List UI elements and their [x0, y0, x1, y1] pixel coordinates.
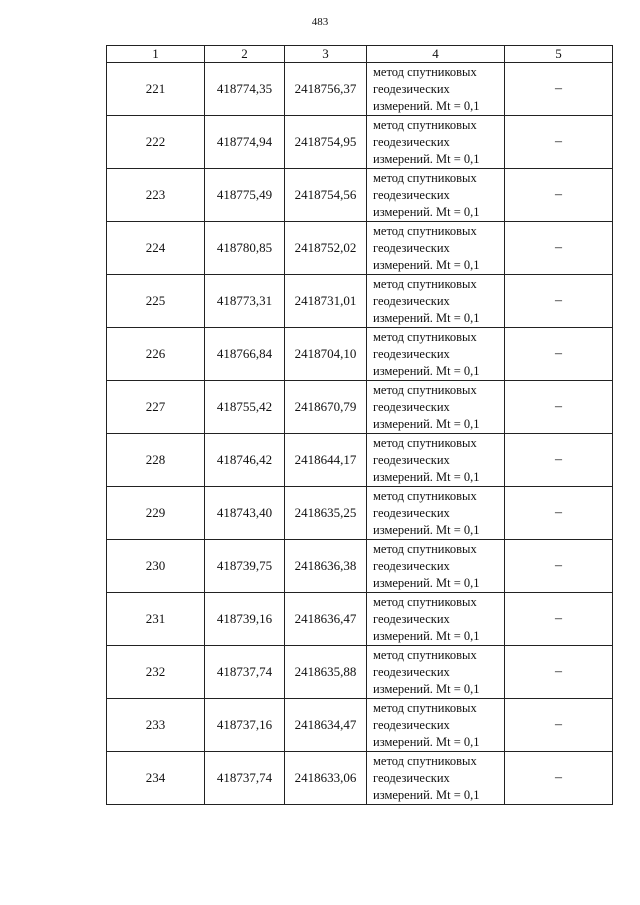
- method-description-line: метод спутниковых: [373, 594, 477, 609]
- x-coordinate-cell: 418780,85: [205, 222, 285, 275]
- note-cell: –: [505, 699, 613, 752]
- x-coordinate-cell: 418739,16: [205, 593, 285, 646]
- point-number-cell: 222: [107, 116, 205, 169]
- method-description-line: измерений. Mt = 0,1: [373, 98, 480, 113]
- x-coordinate-cell: 418743,40: [205, 487, 285, 540]
- method-description-line: измерений. Mt = 0,1: [373, 363, 480, 378]
- method-description-line: измерений. Mt = 0,1: [373, 416, 480, 431]
- note-cell: –: [505, 169, 613, 222]
- method-description-cell: [367, 540, 505, 593]
- method-description-line: измерений. Mt = 0,1: [373, 310, 480, 325]
- table-row: [107, 434, 613, 487]
- method-description-line: измерений. Mt = 0,1: [373, 522, 480, 537]
- y-coordinate-cell: 2418754,56: [285, 169, 367, 222]
- table-row: [107, 752, 613, 805]
- method-description-line: метод спутниковых: [373, 170, 477, 185]
- method-description-line: геодезических: [373, 505, 450, 520]
- method-description-line: геодезических: [373, 664, 450, 679]
- method-description-line: геодезических: [373, 293, 450, 308]
- table-row: [107, 116, 613, 169]
- x-coordinate-cell: 418775,49: [205, 169, 285, 222]
- method-description-cell: [367, 487, 505, 540]
- method-description-cell: [367, 434, 505, 487]
- coordinates-table: [106, 45, 613, 805]
- note-cell: –: [505, 540, 613, 593]
- method-description-line: геодезических: [373, 187, 450, 202]
- table-row: [107, 275, 613, 328]
- point-number-cell: 231: [107, 593, 205, 646]
- x-coordinate-cell: 418773,31: [205, 275, 285, 328]
- method-description-line: метод спутниковых: [373, 488, 477, 503]
- method-description-line: измерений. Mt = 0,1: [373, 734, 480, 749]
- method-description-line: измерений. Mt = 0,1: [373, 257, 480, 272]
- table-row: [107, 222, 613, 275]
- x-coordinate-cell: 418774,35: [205, 63, 285, 116]
- method-description-line: геодезических: [373, 399, 450, 414]
- method-description-line: измерений. Mt = 0,1: [373, 469, 480, 484]
- y-coordinate-cell: 2418634,47: [285, 699, 367, 752]
- method-description-line: геодезических: [373, 558, 450, 573]
- table-row: [107, 328, 613, 381]
- y-coordinate-cell: 2418635,25: [285, 487, 367, 540]
- table-row: [107, 381, 613, 434]
- x-coordinate-cell: 418746,42: [205, 434, 285, 487]
- point-number-cell: 233: [107, 699, 205, 752]
- method-description-line: геодезических: [373, 717, 450, 732]
- method-description-line: метод спутниковых: [373, 435, 477, 450]
- note-cell: –: [505, 63, 613, 116]
- y-coordinate-cell: 2418636,38: [285, 540, 367, 593]
- method-description-line: геодезических: [373, 346, 450, 361]
- note-cell: –: [505, 116, 613, 169]
- note-cell: –: [505, 381, 613, 434]
- method-description-line: метод спутниковых: [373, 64, 477, 79]
- point-number-cell: 227: [107, 381, 205, 434]
- y-coordinate-cell: 2418752,02: [285, 222, 367, 275]
- method-description-line: метод спутниковых: [373, 117, 477, 132]
- table-row: [107, 540, 613, 593]
- method-description-cell: [367, 222, 505, 275]
- y-coordinate-cell: 2418644,17: [285, 434, 367, 487]
- y-coordinate-cell: 2418636,47: [285, 593, 367, 646]
- y-coordinate-cell: 2418756,37: [285, 63, 367, 116]
- header-row: [107, 46, 613, 63]
- method-description-line: геодезических: [373, 770, 450, 785]
- method-description-cell: [367, 593, 505, 646]
- page-number: 483: [311, 16, 329, 28]
- method-description-line: геодезических: [373, 134, 450, 149]
- point-number-cell: 230: [107, 540, 205, 593]
- table-row: [107, 646, 613, 699]
- note-cell: –: [505, 646, 613, 699]
- x-coordinate-cell: 418737,16: [205, 699, 285, 752]
- header-col-3: 3: [285, 46, 367, 63]
- method-description-line: метод спутниковых: [373, 382, 477, 397]
- method-description-cell: [367, 328, 505, 381]
- table-body: [107, 63, 613, 805]
- table-row: [107, 169, 613, 222]
- method-description-line: метод спутниковых: [373, 276, 477, 291]
- table-row: [107, 593, 613, 646]
- method-description-line: метод спутниковых: [373, 329, 477, 344]
- y-coordinate-cell: 2418754,95: [285, 116, 367, 169]
- method-description-line: измерений. Mt = 0,1: [373, 204, 480, 219]
- method-description-line: метод спутниковых: [373, 700, 477, 715]
- table-row: [107, 63, 613, 116]
- point-number-cell: 223: [107, 169, 205, 222]
- note-cell: –: [505, 434, 613, 487]
- table-row: [107, 487, 613, 540]
- point-number-cell: 224: [107, 222, 205, 275]
- x-coordinate-cell: 418737,74: [205, 752, 285, 805]
- method-description-cell: [367, 63, 505, 116]
- x-coordinate-cell: 418755,42: [205, 381, 285, 434]
- method-description-line: измерений. Mt = 0,1: [373, 681, 480, 696]
- y-coordinate-cell: 2418635,88: [285, 646, 367, 699]
- method-description-cell: [367, 275, 505, 328]
- method-description-cell: [367, 752, 505, 805]
- method-description-cell: [367, 116, 505, 169]
- note-cell: –: [505, 752, 613, 805]
- point-number-cell: 229: [107, 487, 205, 540]
- method-description-line: метод спутниковых: [373, 541, 477, 556]
- x-coordinate-cell: 418739,75: [205, 540, 285, 593]
- point-number-cell: 221: [107, 63, 205, 116]
- note-cell: –: [505, 328, 613, 381]
- method-description-cell: [367, 381, 505, 434]
- method-description-cell: [367, 169, 505, 222]
- note-cell: –: [505, 593, 613, 646]
- method-description-line: измерений. Mt = 0,1: [373, 151, 480, 166]
- header-col-2: 2: [205, 46, 285, 63]
- table-header: [107, 46, 613, 63]
- method-description-line: геодезических: [373, 81, 450, 96]
- point-number-cell: 228: [107, 434, 205, 487]
- note-cell: –: [505, 487, 613, 540]
- point-number-cell: 232: [107, 646, 205, 699]
- y-coordinate-cell: 2418731,01: [285, 275, 367, 328]
- note-cell: –: [505, 222, 613, 275]
- method-description-cell: [367, 646, 505, 699]
- x-coordinate-cell: 418766,84: [205, 328, 285, 381]
- point-number-cell: 226: [107, 328, 205, 381]
- method-description-line: метод спутниковых: [373, 753, 477, 768]
- method-description-line: измерений. Mt = 0,1: [373, 628, 480, 643]
- method-description-line: геодезических: [373, 452, 450, 467]
- method-description-line: метод спутниковых: [373, 223, 477, 238]
- table-row: [107, 699, 613, 752]
- point-number-cell: 225: [107, 275, 205, 328]
- header-col-5: 5: [505, 46, 613, 63]
- y-coordinate-cell: 2418633,06: [285, 752, 367, 805]
- method-description-line: измерений. Mt = 0,1: [373, 575, 480, 590]
- x-coordinate-cell: 418737,74: [205, 646, 285, 699]
- header-col-1: 1: [107, 46, 205, 63]
- method-description-cell: [367, 699, 505, 752]
- method-description-line: геодезических: [373, 240, 450, 255]
- method-description-line: метод спутниковых: [373, 647, 477, 662]
- y-coordinate-cell: 2418704,10: [285, 328, 367, 381]
- x-coordinate-cell: 418774,94: [205, 116, 285, 169]
- y-coordinate-cell: 2418670,79: [285, 381, 367, 434]
- note-cell: –: [505, 275, 613, 328]
- point-number-cell: 234: [107, 752, 205, 805]
- method-description-line: измерений. Mt = 0,1: [373, 787, 480, 802]
- header-col-4: 4: [367, 46, 505, 63]
- method-description-line: геодезических: [373, 611, 450, 626]
